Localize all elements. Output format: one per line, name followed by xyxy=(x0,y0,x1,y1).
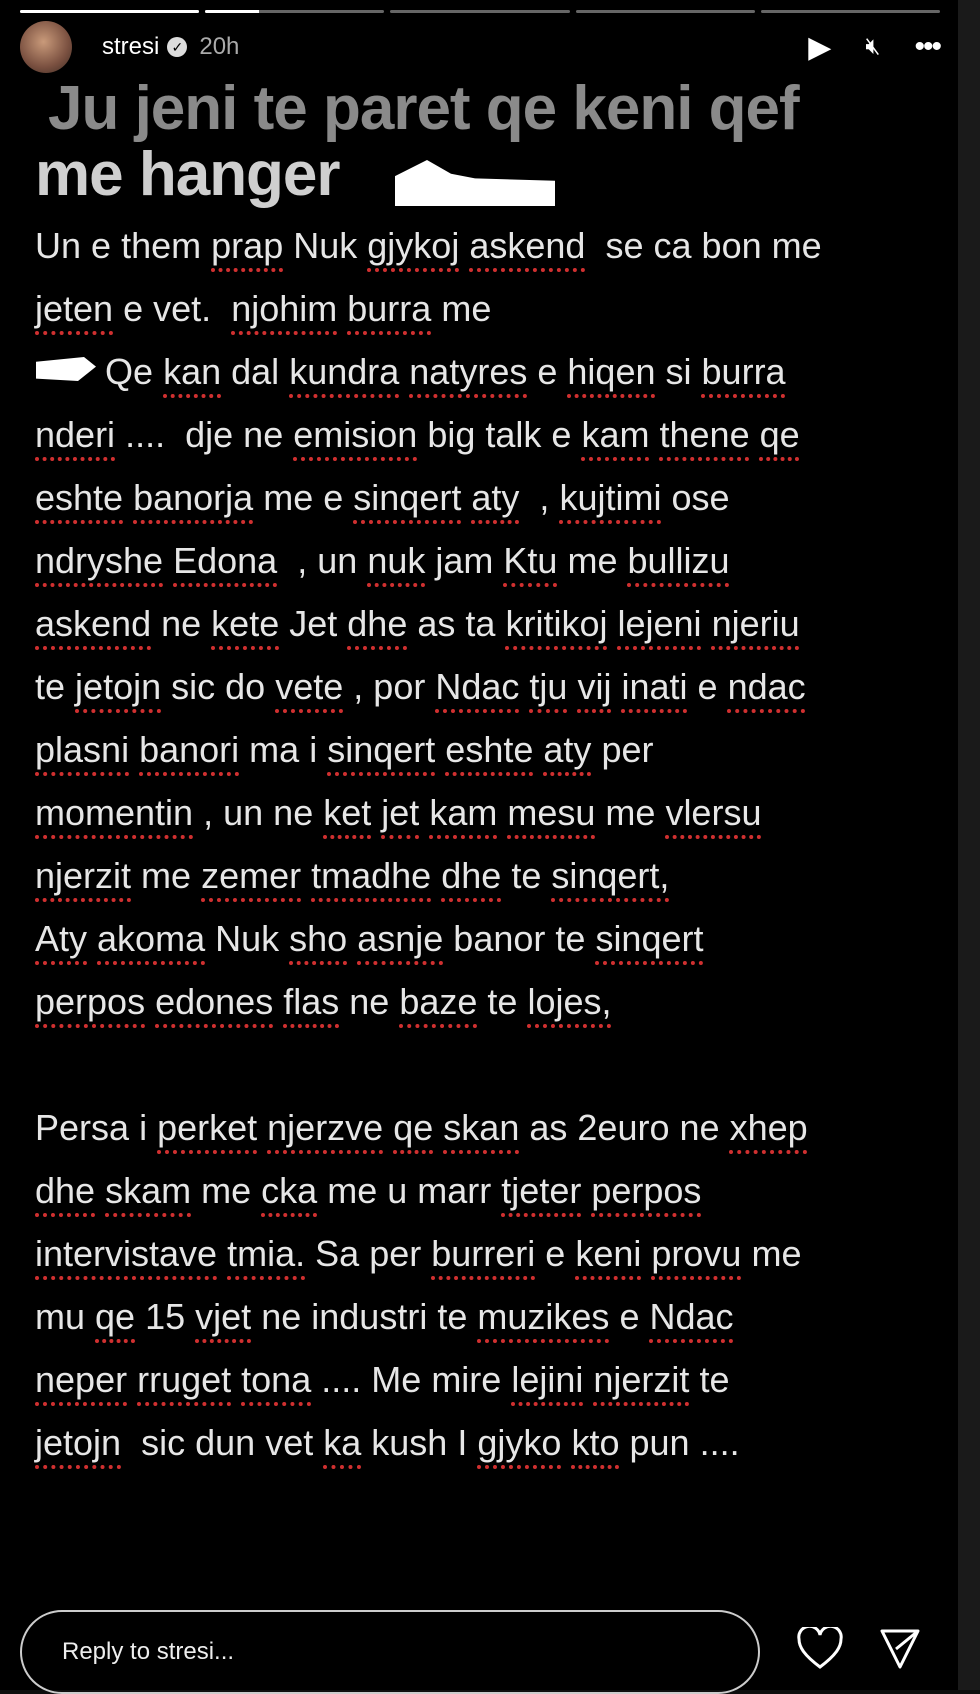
word: perpos xyxy=(591,1170,702,1211)
word: kto xyxy=(571,1422,620,1463)
word: Nuk xyxy=(293,225,358,266)
word: provu xyxy=(651,1233,742,1274)
word: kam xyxy=(429,792,498,833)
word: flas xyxy=(283,981,340,1022)
word: banori xyxy=(139,729,240,770)
word: jam xyxy=(435,540,494,581)
word: njerzit xyxy=(35,855,132,896)
mute-icon[interactable]: 🔇︎ xyxy=(865,33,881,60)
word: Sa xyxy=(315,1233,360,1274)
word: Jet xyxy=(289,603,338,644)
text-line xyxy=(35,718,822,781)
word: edones xyxy=(155,981,274,1022)
word: sinqert xyxy=(595,918,704,959)
word: ne xyxy=(679,1107,720,1148)
word: njohim xyxy=(231,288,338,329)
share-send-icon[interactable] xyxy=(878,1627,922,1671)
word: ne xyxy=(349,981,390,1022)
word: thene xyxy=(659,414,750,455)
word: Un xyxy=(35,225,82,266)
word: Qe xyxy=(105,351,154,392)
word: rruget xyxy=(137,1359,232,1400)
word: zemer xyxy=(201,855,302,896)
word: skan xyxy=(443,1107,520,1148)
word: vij xyxy=(577,666,612,707)
text-line xyxy=(35,1096,822,1159)
word: xhep xyxy=(729,1107,808,1148)
text-line xyxy=(35,592,822,655)
word: as xyxy=(417,603,456,644)
word: burreri xyxy=(431,1233,536,1274)
word: ma xyxy=(249,729,300,770)
word: hiqen xyxy=(567,351,656,392)
text-line xyxy=(35,277,822,340)
word: vet. xyxy=(153,288,212,329)
word: gjyko xyxy=(477,1422,562,1463)
progress-segment xyxy=(576,10,755,13)
word: mire xyxy=(431,1359,502,1400)
text-line xyxy=(35,1159,822,1222)
word: bullizu xyxy=(627,540,730,581)
word: asnje xyxy=(357,918,444,959)
word: sinqert xyxy=(353,477,462,518)
word: e xyxy=(619,1296,640,1337)
word: ne xyxy=(161,603,202,644)
word: , xyxy=(353,666,364,707)
word: akoma xyxy=(97,918,206,959)
word: mesu xyxy=(507,792,596,833)
word: ta xyxy=(465,603,496,644)
headline-line-2: me hanger xyxy=(35,140,340,209)
word: tjeter xyxy=(501,1170,582,1211)
word: ne xyxy=(261,1296,302,1337)
word: e xyxy=(551,414,572,455)
text-line xyxy=(35,970,822,1033)
word: banor xyxy=(453,918,546,959)
text-line xyxy=(35,907,822,970)
word: te xyxy=(437,1296,468,1337)
word: e xyxy=(91,225,112,266)
word: kan xyxy=(163,351,222,392)
word: qe xyxy=(759,414,800,455)
word: vjet xyxy=(195,1296,252,1337)
word: momentin xyxy=(35,792,194,833)
avatar[interactable] xyxy=(20,21,72,73)
word: burra xyxy=(347,288,432,329)
word: te xyxy=(511,855,542,896)
word: me xyxy=(263,477,314,518)
word: them xyxy=(121,225,202,266)
word: burra xyxy=(701,351,786,392)
progress-segment xyxy=(205,10,384,13)
text-line xyxy=(35,466,822,529)
word: sic xyxy=(141,1422,186,1463)
word: do xyxy=(225,666,266,707)
word: e xyxy=(323,477,344,518)
word: tona xyxy=(241,1359,312,1400)
word: dhe xyxy=(35,1170,96,1211)
word: por xyxy=(373,666,426,707)
word: ose xyxy=(671,477,730,518)
word: skam xyxy=(105,1170,192,1211)
word: mu xyxy=(35,1296,86,1337)
word: vlersu xyxy=(665,792,762,833)
word: te xyxy=(35,666,66,707)
word: lejeni xyxy=(617,603,702,644)
word: te xyxy=(555,918,586,959)
word: pun xyxy=(629,1422,690,1463)
word: kush xyxy=(371,1422,448,1463)
word: me xyxy=(141,855,192,896)
progress-segment xyxy=(761,10,940,13)
word: intervistave xyxy=(35,1233,218,1274)
word: e xyxy=(123,288,144,329)
word: sinqert xyxy=(327,729,436,770)
word: kete xyxy=(211,603,280,644)
word: me xyxy=(567,540,618,581)
headline-line-1: Ju jeni te paret qe keni qef xyxy=(48,74,799,143)
word: askend xyxy=(469,225,586,266)
word: baze xyxy=(399,981,478,1022)
word: Nuk xyxy=(215,918,280,959)
word: natyres xyxy=(409,351,528,392)
story-progress xyxy=(20,10,940,13)
word: un xyxy=(317,540,358,581)
word: ndryshe xyxy=(35,540,164,581)
reply-placeholder: Reply to stresi... xyxy=(62,1638,235,1665)
word: nderi xyxy=(35,414,116,455)
word: kundra xyxy=(289,351,400,392)
word: I xyxy=(457,1422,468,1463)
text-line xyxy=(35,214,822,277)
word: gjykoj xyxy=(367,225,460,266)
word: .... xyxy=(321,1359,362,1400)
word: askend xyxy=(35,603,152,644)
word: me xyxy=(327,1170,378,1211)
word: neper xyxy=(35,1359,128,1400)
word: ket xyxy=(323,792,372,833)
word: 15 xyxy=(145,1296,186,1337)
word: dun xyxy=(195,1422,256,1463)
word: dhe xyxy=(347,603,408,644)
text-line xyxy=(35,781,822,844)
word: emision xyxy=(293,414,418,455)
story-header xyxy=(20,20,940,74)
word: ndac xyxy=(727,666,806,707)
text-line xyxy=(35,1033,822,1096)
word: te xyxy=(487,981,518,1022)
word: Ndac xyxy=(649,1296,734,1337)
word: Aty xyxy=(35,918,88,959)
word: eshte xyxy=(35,477,124,518)
text-line xyxy=(35,844,822,907)
post-time: 20h xyxy=(199,33,240,60)
word: ne xyxy=(243,414,284,455)
word: e xyxy=(537,351,558,392)
word: tmadhe xyxy=(311,855,432,896)
reply-input[interactable] xyxy=(20,1610,760,1694)
word: Ndac xyxy=(435,666,520,707)
word: banorja xyxy=(133,477,254,518)
play-icon[interactable]: ▶ xyxy=(808,30,832,64)
word: dje xyxy=(185,414,234,455)
word: big xyxy=(427,414,476,455)
word: jeten xyxy=(35,288,114,329)
word: e xyxy=(545,1233,566,1274)
word: , xyxy=(203,792,214,833)
word: i xyxy=(139,1107,148,1148)
text-line xyxy=(35,1348,822,1411)
word: njeriu xyxy=(711,603,800,644)
more-options-icon[interactable]: ••• xyxy=(914,30,940,63)
word: .... xyxy=(699,1422,740,1463)
word: inati xyxy=(621,666,688,707)
word: Persa xyxy=(35,1107,130,1148)
word: un xyxy=(223,792,264,833)
word: per xyxy=(369,1233,422,1274)
word: eshte xyxy=(445,729,534,770)
word: u xyxy=(387,1170,408,1211)
word: qe xyxy=(95,1296,136,1337)
word: prap xyxy=(211,225,284,266)
word: nuk xyxy=(367,540,426,581)
text-line xyxy=(35,403,822,466)
word: , xyxy=(539,477,550,518)
word: per xyxy=(601,729,654,770)
word: Ktu xyxy=(503,540,558,581)
word: tju xyxy=(529,666,568,707)
word: .... xyxy=(125,414,166,455)
progress-segment xyxy=(390,10,569,13)
word: talk xyxy=(485,414,542,455)
word: industri xyxy=(311,1296,428,1337)
word: kritikoj xyxy=(505,603,608,644)
word: bon xyxy=(701,225,762,266)
word: jetojn xyxy=(75,666,162,707)
progress-segment xyxy=(20,10,199,13)
word: Me xyxy=(371,1359,422,1400)
word: njerzve xyxy=(267,1107,384,1148)
word: , xyxy=(297,540,308,581)
word: me xyxy=(771,225,822,266)
word: 2euro xyxy=(577,1107,670,1148)
word: muzikes xyxy=(477,1296,610,1337)
username[interactable]: stresi xyxy=(102,33,160,60)
word: kujtimi xyxy=(559,477,662,518)
text-line xyxy=(35,1285,822,1348)
word: lojes, xyxy=(527,981,612,1022)
word: keni xyxy=(575,1233,642,1274)
text-line xyxy=(35,1411,822,1474)
word: perket xyxy=(157,1107,258,1148)
word: me xyxy=(605,792,656,833)
text-line xyxy=(35,340,822,403)
word: kam xyxy=(581,414,650,455)
word: qe xyxy=(393,1107,434,1148)
word: sic xyxy=(171,666,216,707)
story-text xyxy=(35,214,822,1474)
word: ne xyxy=(273,792,314,833)
word: vete xyxy=(275,666,344,707)
verified-badge-icon: ✓ xyxy=(167,37,187,57)
word: plasni xyxy=(35,729,130,770)
text-line xyxy=(35,1222,822,1285)
word: ca xyxy=(653,225,692,266)
word: sho xyxy=(289,918,348,959)
text-line xyxy=(35,529,822,592)
word: e xyxy=(697,666,718,707)
word: cka xyxy=(261,1170,318,1211)
word: lejini xyxy=(511,1359,584,1400)
word: ka xyxy=(323,1422,362,1463)
heart-icon[interactable] xyxy=(796,1627,844,1671)
word: te xyxy=(699,1359,730,1400)
word: jetojn xyxy=(35,1422,122,1463)
word: perpos xyxy=(35,981,146,1022)
word: me xyxy=(441,288,492,329)
word: jet xyxy=(381,792,420,833)
word: as xyxy=(529,1107,568,1148)
word: Edona xyxy=(173,540,278,581)
background-edge xyxy=(958,0,980,1690)
word: dal xyxy=(231,351,280,392)
word: vet xyxy=(265,1422,314,1463)
word: aty xyxy=(543,729,592,770)
word: si xyxy=(665,351,692,392)
word: se xyxy=(605,225,644,266)
word: dhe xyxy=(441,855,502,896)
word: marr xyxy=(417,1170,492,1211)
word: i xyxy=(309,729,318,770)
word: me xyxy=(201,1170,252,1211)
word: me xyxy=(751,1233,802,1274)
word: aty xyxy=(471,477,520,518)
word: njerzit xyxy=(593,1359,690,1400)
word: sinqert, xyxy=(551,855,670,896)
text-line xyxy=(35,655,822,718)
word: tmia. xyxy=(227,1233,306,1274)
